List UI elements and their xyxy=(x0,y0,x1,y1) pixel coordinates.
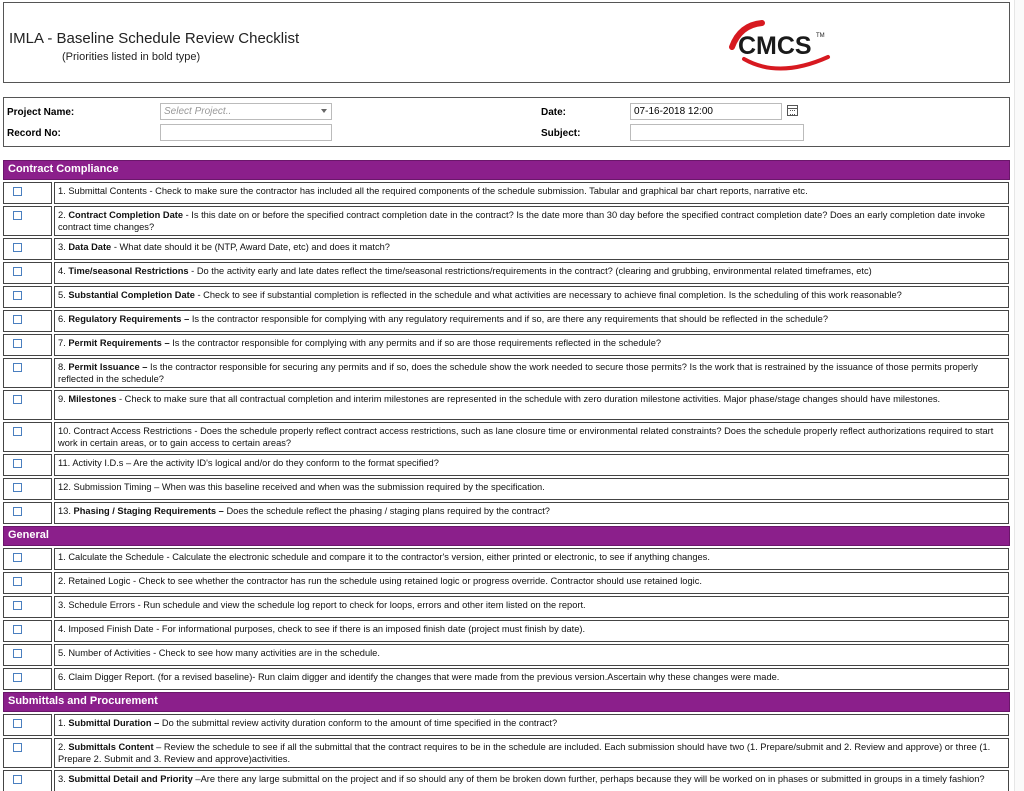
checkbox-cell xyxy=(3,596,52,618)
item-text xyxy=(54,644,1009,666)
item-text xyxy=(54,714,1009,736)
checkbox-cell xyxy=(3,390,52,420)
checkbox-cell xyxy=(3,770,52,791)
item-checkbox[interactable] xyxy=(13,427,22,436)
project-name-label: Project Name: xyxy=(7,107,75,118)
item-description: - Check to make sure that all contractual completion and interim milestones are represented in the schedule with zero duration milestone activities. Major phase/stage changes should have milestones. xyxy=(116,394,941,404)
record-info-panel xyxy=(3,97,1010,147)
checklist-row xyxy=(3,770,1010,791)
item-number: 6. xyxy=(58,672,69,682)
item-description: Retained Logic - Check to see whether the contractor has run the schedule using retained logic or progress override. Contractor should use retained logic. xyxy=(68,576,702,586)
item-number: 1. xyxy=(58,552,69,562)
item-number: 5. xyxy=(58,290,69,300)
item-description: Is the contractor responsible for complying with any permits and if so are those requirements reflected in the schedule? xyxy=(169,338,662,348)
item-text xyxy=(54,770,1009,791)
checkbox-cell xyxy=(3,478,52,500)
item-checkbox[interactable] xyxy=(13,649,22,658)
checklist-row xyxy=(3,478,1010,500)
item-priority-label: Contract Completion Date xyxy=(68,210,184,220)
item-number: 7. xyxy=(58,338,69,348)
checkbox-cell xyxy=(3,738,52,768)
item-description: - Do the activity early and late dates reflect the time/seasonal restrictions/requirements in the contract? (clearing and grubbing, environmental related timeframes, etc) xyxy=(188,266,872,276)
item-checkbox[interactable] xyxy=(13,243,22,252)
item-number: 13. xyxy=(58,506,74,516)
item-priority-label: Submittals Content xyxy=(68,742,154,752)
checklist-row xyxy=(3,358,1010,388)
item-number: 2. xyxy=(58,742,69,752)
item-description: Does the schedule reflect the phasing / staging plans required by the contract? xyxy=(223,506,550,516)
item-description: Calculate the Schedule - Calculate the electronic schedule and compare it to the contractor's version, either printed or electronic, to see if anything changes. xyxy=(68,552,710,562)
item-text xyxy=(54,390,1009,420)
page-subtitle: (Priorities listed in bold type) xyxy=(62,51,201,63)
checkbox-cell xyxy=(3,286,52,308)
item-description: Is the contractor responsible for complying with any regulatory requirements and if so, are there any requirements that should be reflected in the schedule? xyxy=(189,314,828,324)
checkbox-cell xyxy=(3,454,52,476)
item-priority-label: Data Date xyxy=(68,242,112,252)
checkbox-cell xyxy=(3,206,52,236)
checklist-row xyxy=(3,286,1010,308)
item-text xyxy=(54,454,1009,476)
item-priority-label: Permit Issuance – xyxy=(68,362,148,372)
section-header: Contract Compliance xyxy=(3,160,1010,180)
item-checkbox[interactable] xyxy=(13,291,22,300)
item-checkbox[interactable] xyxy=(13,459,22,468)
checklist-row xyxy=(3,548,1010,570)
checklist-row xyxy=(3,644,1010,666)
checklist-row xyxy=(3,422,1010,452)
item-checkbox[interactable] xyxy=(13,625,22,634)
checklist-row xyxy=(3,262,1010,284)
record-no-label: Record No: xyxy=(7,128,61,139)
item-number: 2. xyxy=(58,576,69,586)
date-label: Date: xyxy=(541,107,567,118)
checkbox-cell xyxy=(3,714,52,736)
checklist-row xyxy=(3,206,1010,236)
checklist-row xyxy=(3,572,1010,594)
scrollbar-track[interactable] xyxy=(1014,0,1024,791)
checkbox-cell xyxy=(3,358,52,388)
item-checkbox[interactable] xyxy=(13,187,22,196)
item-description: Is the contractor responsible for securing any permits and if so, does the schedule show the work needed to secure those permits? Is the work that is restrained by the issuance of those permits properly reflected in the schedule? xyxy=(58,362,978,384)
checklist-row xyxy=(3,596,1010,618)
checklist xyxy=(3,160,1010,791)
project-select[interactable] xyxy=(160,103,332,120)
date-input[interactable]: 07-16-2018 12:00 xyxy=(630,103,782,120)
item-priority-label: Phasing / Staging Requirements – xyxy=(73,506,224,516)
cmcs-logo-icon xyxy=(724,17,834,79)
checklist-row xyxy=(3,238,1010,260)
item-number: 1. xyxy=(58,186,69,196)
item-number: 3. xyxy=(58,774,69,784)
item-priority-label: Time/seasonal Restrictions xyxy=(68,266,189,276)
item-text xyxy=(54,286,1009,308)
item-checkbox[interactable] xyxy=(13,315,22,324)
item-priority-label: Permit Requirements – xyxy=(68,338,170,348)
chevron-down-icon xyxy=(321,109,327,113)
item-description: Activity I.D.s – Are the activity ID's logical and/or do they conform to the format specified? xyxy=(72,458,439,468)
item-text xyxy=(54,238,1009,260)
item-description: Number of Activities - Check to see how many activities are in the schedule. xyxy=(68,648,380,658)
item-description: Submission Timing – When was this baseline received and when was the submission required by the specification. xyxy=(73,482,545,492)
item-priority-label: Substantial Completion Date xyxy=(68,290,195,300)
item-number: 4. xyxy=(58,624,69,634)
checklist-row xyxy=(3,390,1010,420)
project-select-value: Select Project.. xyxy=(164,106,232,117)
item-checkbox[interactable] xyxy=(13,363,22,372)
item-description: Submittal Contents - Check to make sure the contractor has included all the required components of the schedule submission. Tabular and graphical bar chart reports, narrative etc. xyxy=(68,186,808,196)
item-text xyxy=(54,182,1009,204)
item-priority-label: Submittal Detail and Priority xyxy=(68,774,193,784)
item-number: 8. xyxy=(58,362,69,372)
header-panel xyxy=(3,2,1010,83)
item-text xyxy=(54,738,1009,768)
item-checkbox[interactable] xyxy=(13,483,22,492)
checklist-row xyxy=(3,334,1010,356)
item-checkbox[interactable] xyxy=(13,211,22,220)
checkbox-cell xyxy=(3,502,52,524)
item-number: 12. xyxy=(58,482,74,492)
item-checkbox[interactable] xyxy=(13,339,22,348)
logo-tm: TM xyxy=(816,33,825,39)
item-checkbox[interactable] xyxy=(13,577,22,586)
checklist-row xyxy=(3,454,1010,476)
item-number: 10. xyxy=(58,426,74,436)
item-priority-label: Regulatory Requirements – xyxy=(68,314,190,324)
item-text xyxy=(54,262,1009,284)
item-description: Claim Digger Report. (for a revised baseline)- Run claim digger and identify the changes that were made from the previous version.Ascertain why these changes were made. xyxy=(68,672,780,682)
checkbox-cell xyxy=(3,644,52,666)
item-text xyxy=(54,596,1009,618)
item-checkbox[interactable] xyxy=(13,673,22,682)
item-description: - What date should it be (NTP, Award Date, etc) and does it match? xyxy=(111,242,390,252)
checkbox-cell xyxy=(3,668,52,690)
item-priority-label: Submittal Duration – xyxy=(68,718,160,728)
page-title: IMLA - Baseline Schedule Review Checklist xyxy=(9,30,300,47)
checklist-row xyxy=(3,714,1010,736)
item-description: Imposed Finish Date - For informational purposes, check to see if there is an imposed finish date (project must finish by date). xyxy=(68,624,586,634)
item-text xyxy=(54,310,1009,332)
item-checkbox[interactable] xyxy=(13,743,22,752)
checkbox-cell xyxy=(3,334,52,356)
item-text xyxy=(54,502,1009,524)
checkbox-cell xyxy=(3,238,52,260)
section-header: General xyxy=(3,526,1010,546)
item-number: 3. xyxy=(58,242,69,252)
item-text xyxy=(54,548,1009,570)
item-description: - Check to see if substantial completion is reflected in the schedule and what activities are necessary to achieve final completion. Is the scheduling of this work reasonable? xyxy=(194,290,902,300)
item-number: 2. xyxy=(58,210,69,220)
item-text xyxy=(54,422,1009,452)
item-text xyxy=(54,206,1009,236)
checkbox-cell xyxy=(3,572,52,594)
section-header: Submittals and Procurement xyxy=(3,692,1010,712)
item-description: Do the submittal review activity duration conform to the amount of time specified in the contract? xyxy=(159,718,558,728)
item-priority-label: Milestones xyxy=(68,394,117,404)
item-description: – Review the schedule to see if all the submittal that the contract requires to be in the schedule are included. Each submission should have two (1. Prepare/submit and 2. Review and approve) or three (1. Prepare 2. Submit and 3. Review and approve)activities. xyxy=(58,742,991,764)
item-number: 6. xyxy=(58,314,69,324)
checklist-row xyxy=(3,620,1010,642)
checkbox-cell xyxy=(3,310,52,332)
item-checkbox[interactable] xyxy=(13,775,22,784)
checklist-row xyxy=(3,182,1010,204)
item-checkbox[interactable] xyxy=(13,719,22,728)
subject-label: Subject: xyxy=(541,128,581,139)
item-checkbox[interactable] xyxy=(13,395,22,404)
checkbox-cell xyxy=(3,422,52,452)
item-checkbox[interactable] xyxy=(13,507,22,516)
item-description: Contract Access Restrictions - Does the schedule properly reflect contract access restrictions, such as lane closure time or environmental related constraints? Does the schedule properly reflect authorizations required to start work in certain areas, or to gain access to certain areas? xyxy=(58,426,994,448)
item-description: - Is this date on or before the specified contract completion date in the contract? Is the date more than 30 day before the specified contract completion date? Does an early completion date invoke contract time changes? xyxy=(58,210,986,232)
checklist-row xyxy=(3,502,1010,524)
checkbox-cell xyxy=(3,182,52,204)
logo-text: CMCS xyxy=(738,32,812,60)
item-number: 4. xyxy=(58,266,69,276)
item-description: –Are there any large submittal on the project and if so should any of them be broken down further, perhaps because they will be worked on in phases or submitted in groups in a timely fashion? xyxy=(192,774,985,784)
item-checkbox[interactable] xyxy=(13,553,22,562)
subject-input[interactable] xyxy=(630,124,804,141)
item-text xyxy=(54,334,1009,356)
item-number: 11. xyxy=(58,458,73,468)
item-text xyxy=(54,572,1009,594)
checklist-row xyxy=(3,738,1010,768)
record-no-input[interactable] xyxy=(160,124,332,141)
checklist-row xyxy=(3,310,1010,332)
item-text xyxy=(54,668,1009,690)
checklist-row xyxy=(3,668,1010,690)
item-text xyxy=(54,620,1009,642)
item-text xyxy=(54,478,1009,500)
item-text xyxy=(54,358,1009,388)
checkbox-cell xyxy=(3,262,52,284)
checkbox-cell xyxy=(3,620,52,642)
item-description: Schedule Errors - Run schedule and view the schedule log report to check for loops, errors and other item listed on the report. xyxy=(68,600,586,610)
item-number: 1. xyxy=(58,718,69,728)
calendar-icon[interactable] xyxy=(787,105,798,116)
checkbox-cell xyxy=(3,548,52,570)
item-number: 9. xyxy=(58,394,69,404)
item-checkbox[interactable] xyxy=(13,601,22,610)
item-checkbox[interactable] xyxy=(13,267,22,276)
item-number: 3. xyxy=(58,600,69,610)
item-number: 5. xyxy=(58,648,69,658)
